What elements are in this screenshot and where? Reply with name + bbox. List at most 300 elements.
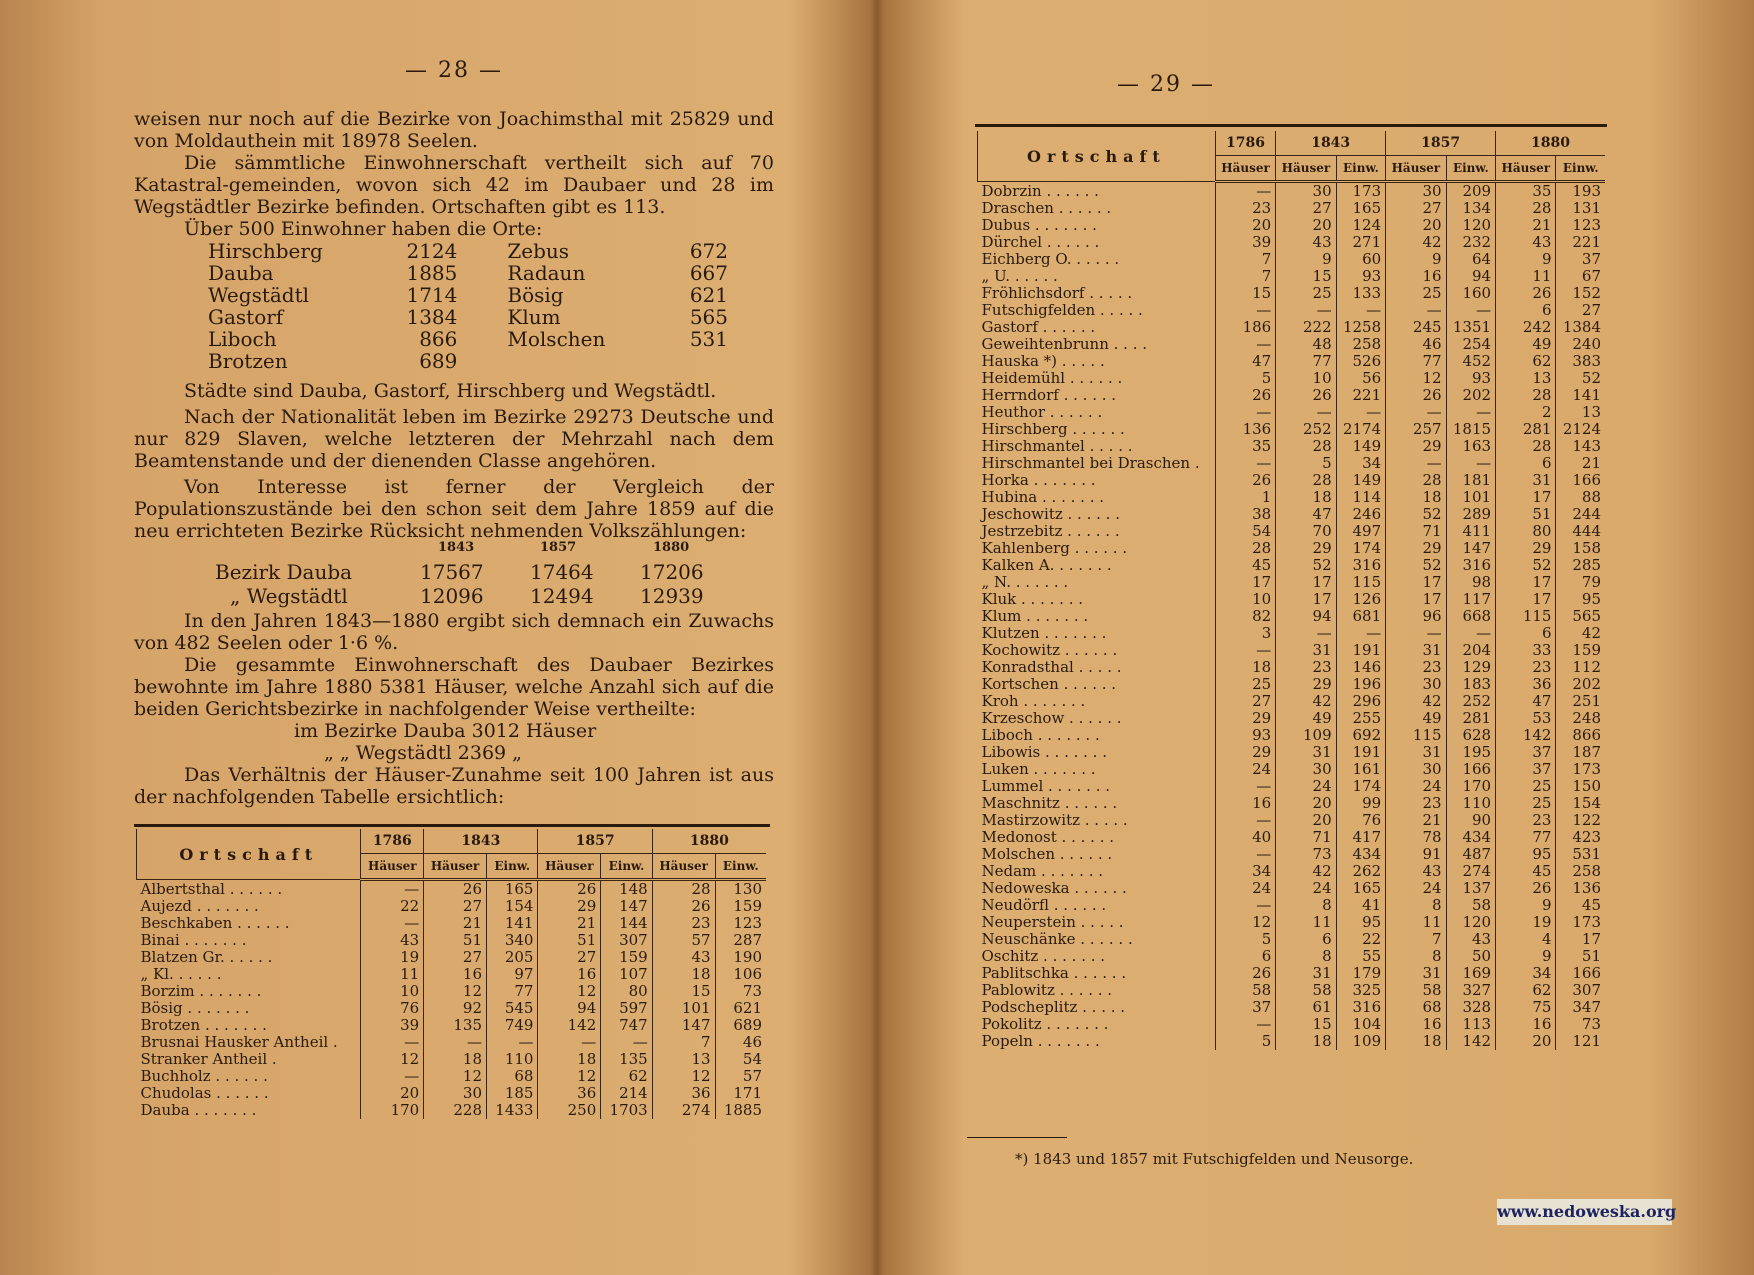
value-cell: 244 <box>1556 506 1605 523</box>
value-cell: 37 <box>1215 999 1275 1016</box>
value-cell: 47 <box>1215 353 1275 370</box>
value-cell: 50 <box>1446 948 1496 965</box>
table-row <box>978 608 1606 625</box>
value-cell: 122 <box>1556 812 1605 829</box>
value-cell: 281 <box>1446 710 1496 727</box>
value-cell: 251 <box>1556 693 1605 710</box>
value-cell: 222 <box>1276 319 1336 336</box>
value-cell: 285 <box>1556 557 1605 574</box>
value-cell: 34 <box>1336 455 1386 472</box>
place-name-cell: Oschitz . . . . . . . <box>981 947 1106 965</box>
table-row <box>978 710 1606 727</box>
value-cell: 17 <box>1215 574 1275 591</box>
value-cell: 62 <box>601 1068 652 1085</box>
value-cell: 411 <box>1446 523 1496 540</box>
value-cell: 9 <box>1496 251 1556 268</box>
value-cell: 109 <box>1276 727 1336 744</box>
value-cell: 12 <box>1386 370 1446 387</box>
value-cell: 196 <box>1336 676 1386 693</box>
value-cell: 137 <box>1446 880 1496 897</box>
place-name <box>457 350 651 372</box>
value-cell: 77 <box>1386 353 1446 370</box>
value-cell: 130 <box>715 880 766 899</box>
value-cell: 209 <box>1446 182 1496 201</box>
value-cell: 147 <box>601 898 652 915</box>
value-cell: 48 <box>1276 336 1336 353</box>
value-cell: 434 <box>1336 846 1386 863</box>
value-cell: 289 <box>1446 506 1496 523</box>
place-name-cell: Dubus . . . . . . . <box>981 216 1097 234</box>
value-cell: — <box>1446 404 1496 421</box>
census-value: 12939 <box>640 584 704 608</box>
value-cell: 55 <box>1336 948 1386 965</box>
table-row <box>137 1085 767 1102</box>
place-name-cell: Neuschänke . . . . . . <box>981 930 1133 948</box>
value-cell: 17 <box>1556 931 1605 948</box>
population-value: 531 <box>689 327 728 351</box>
table-row <box>137 949 767 966</box>
value-cell: 24 <box>1386 880 1446 897</box>
value-cell: 58 <box>1446 897 1496 914</box>
value-cell: 12 <box>538 1068 601 1085</box>
value-cell: 95 <box>1336 914 1386 931</box>
table-body <box>137 880 767 1120</box>
population-value: 866 <box>419 327 458 351</box>
value-cell: 26 <box>1496 285 1556 302</box>
place-name: Hirschberg <box>208 239 323 263</box>
value-cell: — <box>1215 182 1275 201</box>
place-name-cell: Neudörfl . . . . . . <box>981 896 1107 914</box>
value-cell: — <box>1215 455 1275 472</box>
column-header-ortschaft: Ortschaft <box>978 131 1216 182</box>
value-cell: 31 <box>1276 965 1336 982</box>
value-cell: 106 <box>715 966 766 983</box>
value-cell: 29 <box>1276 540 1336 557</box>
value-cell: 11 <box>1496 268 1556 285</box>
value-cell: 42 <box>1556 625 1605 642</box>
column-subheader: Einw. <box>1446 156 1496 182</box>
value-cell: 158 <box>1556 540 1605 557</box>
value-cell: 240 <box>1556 336 1605 353</box>
value-cell: 36 <box>538 1085 601 1102</box>
year-label: 1857 <box>540 540 577 555</box>
value-cell: 142 <box>1496 727 1556 744</box>
value-cell: 41 <box>1336 897 1386 914</box>
value-cell: 174 <box>1336 540 1386 557</box>
table-row <box>978 268 1606 285</box>
value-cell: 214 <box>601 1085 652 1102</box>
table-row <box>978 489 1606 506</box>
value-cell: 25 <box>1215 676 1275 693</box>
value-cell: 120 <box>1446 914 1496 931</box>
value-cell: 52 <box>1386 506 1446 523</box>
place-name-cell: Beschkaben . . . . . . <box>140 914 290 932</box>
value-cell: 1433 <box>487 1102 538 1119</box>
value-cell: 18 <box>1276 489 1336 506</box>
value-cell: 28 <box>1496 438 1556 455</box>
value-cell: 123 <box>1556 217 1605 234</box>
value-cell: 113 <box>1446 1016 1496 1033</box>
value-cell: 27 <box>424 949 487 966</box>
table-row <box>978 965 1606 982</box>
value-cell: 621 <box>715 1000 766 1017</box>
value-cell: 67 <box>1556 268 1605 285</box>
value-cell: 34 <box>1215 863 1275 880</box>
value-cell: 30 <box>1386 676 1446 693</box>
value-cell: 246 <box>1336 506 1386 523</box>
place-name-cell: Binai . . . . . . . <box>140 931 247 949</box>
watermark-link[interactable]: www.nedoweska.org <box>1497 1199 1672 1225</box>
value-cell: 7 <box>1215 268 1275 285</box>
column-subheader: Häuser <box>361 854 424 880</box>
place-name-cell: Brotzen . . . . . . . <box>140 1016 267 1034</box>
value-cell: 258 <box>1556 863 1605 880</box>
value-cell: 4 <box>1496 931 1556 948</box>
year-label: 1880 <box>653 540 690 555</box>
table-row <box>978 625 1606 642</box>
column-subheader: Häuser <box>1276 156 1336 182</box>
value-cell: 565 <box>1556 608 1605 625</box>
value-cell: 58 <box>1276 982 1336 999</box>
value-cell: 173 <box>1336 182 1386 201</box>
value-cell: 597 <box>601 1000 652 1017</box>
value-cell: 27 <box>424 898 487 915</box>
value-cell: 531 <box>1556 846 1605 863</box>
value-cell: 185 <box>487 1085 538 1102</box>
value-cell: 245 <box>1386 319 1446 336</box>
value-cell: 628 <box>1446 727 1496 744</box>
value-cell: 23 <box>1496 812 1556 829</box>
value-cell: — <box>1446 625 1496 642</box>
paragraph: Die sämmtliche Einwohnerschaft vertheilt sich auf 70 Katastral-gemeinden, wovon sich 42 im Daubaer und 28 im Wegstädtler Bezirke befinden. Ortschaften gibt es 113. <box>134 152 774 218</box>
value-cell: — <box>487 1034 538 1051</box>
value-cell: 26 <box>1496 880 1556 897</box>
value-cell: 39 <box>1215 234 1275 251</box>
table-row <box>978 897 1606 914</box>
value-cell: 49 <box>1276 710 1336 727</box>
table-rule <box>134 824 770 827</box>
place-name: Liboch <box>208 327 277 351</box>
left-text-mid <box>134 380 774 542</box>
table-row <box>978 829 1606 846</box>
value-cell: 23 <box>1386 795 1446 812</box>
table-row <box>978 200 1606 217</box>
value-cell: 39 <box>361 1017 424 1034</box>
value-cell: 144 <box>601 915 652 932</box>
value-cell: 668 <box>1446 608 1496 625</box>
value-cell: 681 <box>1336 608 1386 625</box>
paragraph: Über 500 Einwohner haben die Orte: <box>184 218 543 240</box>
value-cell: 142 <box>538 1017 601 1034</box>
value-cell: 96 <box>1386 608 1446 625</box>
value-cell: 68 <box>1386 999 1446 1016</box>
table-row <box>978 234 1606 251</box>
value-cell: 30 <box>424 1085 487 1102</box>
value-cell: 21 <box>1556 455 1605 472</box>
table-row <box>137 932 767 949</box>
value-cell: 94 <box>538 1000 601 1017</box>
value-cell: 5 <box>1215 1033 1275 1050</box>
place-name-cell: Kroh . . . . . . . <box>981 692 1086 710</box>
value-cell: 43 <box>1386 863 1446 880</box>
value-cell: 17 <box>1496 574 1556 591</box>
value-cell: 33 <box>1496 642 1556 659</box>
value-cell: 190 <box>715 949 766 966</box>
value-cell: 204 <box>1446 642 1496 659</box>
value-cell: 26 <box>1276 387 1336 404</box>
value-cell: 52 <box>1556 370 1605 387</box>
value-cell: 54 <box>1215 523 1275 540</box>
population-value: 1384 <box>406 305 458 329</box>
value-cell: 7 <box>1386 931 1446 948</box>
table-row <box>137 1034 767 1051</box>
place-name-cell: Molschen . . . . . . <box>981 845 1113 863</box>
value-cell: 1351 <box>1446 319 1496 336</box>
value-cell: 77 <box>487 983 538 1000</box>
value-cell: 28 <box>1276 472 1336 489</box>
table-row <box>978 727 1606 744</box>
value-cell: 90 <box>1446 812 1496 829</box>
value-cell: 316 <box>1336 557 1386 574</box>
population-row <box>208 262 728 284</box>
census-label: „ Wegstädtl <box>230 584 348 608</box>
value-cell: — <box>1215 302 1275 319</box>
value-cell: 20 <box>1386 217 1446 234</box>
place-name-cell: Krzeschow . . . . . . <box>981 709 1122 727</box>
value-cell: — <box>1215 404 1275 421</box>
value-cell: 18 <box>1386 1033 1446 1050</box>
value-cell: 112 <box>1556 659 1605 676</box>
population-value: 672 <box>689 239 728 263</box>
value-cell: 19 <box>1496 914 1556 931</box>
value-cell: 9 <box>1276 251 1336 268</box>
value-cell: 1258 <box>1336 319 1386 336</box>
value-cell: 149 <box>1336 438 1386 455</box>
value-cell: 141 <box>487 915 538 932</box>
value-cell: 141 <box>1556 387 1605 404</box>
population-value: 565 <box>689 305 728 329</box>
column-header-year: 1843 <box>1276 131 1386 156</box>
value-cell: 749 <box>487 1017 538 1034</box>
value-cell: 29 <box>1215 744 1275 761</box>
value-cell: 30 <box>1276 761 1336 778</box>
place-name-cell: „ U. . . . . . <box>981 267 1058 285</box>
place-name-cell: Pablowitz . . . . . . <box>981 981 1113 999</box>
value-cell: 58 <box>1386 982 1446 999</box>
place-name-cell: Brusnai Hausker Antheil . <box>140 1033 338 1051</box>
value-cell: 29 <box>1215 710 1275 727</box>
value-cell: 76 <box>361 1000 424 1017</box>
value-cell: 43 <box>652 949 715 966</box>
value-cell: 52 <box>1496 557 1556 574</box>
value-cell: — <box>1215 846 1275 863</box>
place-name-cell: Klum . . . . . . . <box>981 607 1089 625</box>
value-cell: 45 <box>1215 557 1275 574</box>
place-name-cell: Pokolitz . . . . . . . <box>981 1015 1109 1033</box>
table-row <box>978 982 1606 999</box>
value-cell: 13 <box>1496 370 1556 387</box>
value-cell: — <box>361 1068 424 1085</box>
value-cell: 9 <box>1496 897 1556 914</box>
value-cell: 11 <box>361 966 424 983</box>
value-cell: 154 <box>1556 795 1605 812</box>
value-cell: 8 <box>1276 948 1336 965</box>
column-header-year: 1857 <box>1386 131 1496 156</box>
place-name-cell: Neuperstein . . . . . <box>981 913 1124 931</box>
population-value: 2124 <box>406 239 458 263</box>
value-cell: 165 <box>1336 880 1386 897</box>
value-cell: 257 <box>1386 421 1446 438</box>
paragraph: Nach der Nationalität leben im Bezirke 29273 Deutsche und nur 829 Slaven, welche letzteren der Mehrzahl nach dem Beamtenstande und der dienenden Classe angehören. <box>134 406 774 472</box>
table-row <box>978 370 1606 387</box>
value-cell: — <box>1386 302 1446 319</box>
value-cell: 7 <box>1215 251 1275 268</box>
value-cell: 34 <box>1496 965 1556 982</box>
value-cell: 281 <box>1496 421 1556 438</box>
population-row <box>208 350 728 372</box>
value-cell: 42 <box>1386 234 1446 251</box>
table-row <box>978 251 1606 268</box>
value-cell: 25 <box>1496 778 1556 795</box>
column-subheader: Häuser <box>1496 156 1556 182</box>
place-name: Gastorf <box>208 305 284 329</box>
place-name-cell: Mastirzowitz . . . . . <box>981 811 1128 829</box>
value-cell: 179 <box>1336 965 1386 982</box>
place-name: Wegstädtl <box>208 283 310 307</box>
value-cell: 136 <box>1215 421 1275 438</box>
population-row <box>208 240 728 262</box>
value-cell: 228 <box>424 1102 487 1119</box>
value-cell: — <box>1276 302 1336 319</box>
value-cell: 147 <box>1446 540 1496 557</box>
table-row <box>978 659 1606 676</box>
value-cell: 123 <box>715 915 766 932</box>
right-page <box>877 0 1754 1275</box>
value-cell: 689 <box>715 1017 766 1034</box>
place-name-cell: Dobrzin . . . . . . <box>981 181 1099 200</box>
table-row <box>978 387 1606 404</box>
value-cell: 95 <box>1496 846 1556 863</box>
place-name-cell: Lummel . . . . . . . <box>981 777 1110 795</box>
value-cell: 747 <box>601 1017 652 1034</box>
value-cell: 6 <box>1215 948 1275 965</box>
census-value: 12494 <box>530 584 594 608</box>
value-cell: 30 <box>1386 182 1446 201</box>
place-name-cell: Medonost . . . . . . <box>981 828 1115 846</box>
value-cell: 5 <box>1276 455 1336 472</box>
value-cell: 43 <box>1446 931 1496 948</box>
value-cell: — <box>601 1034 652 1051</box>
place-name-cell: Kluk . . . . . . . <box>981 590 1084 608</box>
value-cell: 53 <box>1496 710 1556 727</box>
place-name-cell: Libowis . . . . . . . <box>981 743 1107 761</box>
value-cell: 93 <box>1336 268 1386 285</box>
value-cell: 97 <box>487 966 538 983</box>
value-cell: 26 <box>652 898 715 915</box>
table-row <box>137 1102 767 1119</box>
value-cell: 142 <box>1446 1033 1496 1050</box>
value-cell: 545 <box>487 1000 538 1017</box>
value-cell: 131 <box>1556 200 1605 217</box>
value-cell: 43 <box>1496 234 1556 251</box>
column-subheader: Einw. <box>1556 156 1605 182</box>
value-cell: — <box>1386 455 1446 472</box>
table-body <box>978 182 1606 1051</box>
population-value: 667 <box>689 261 728 285</box>
column-header-ortschaft: Ortschaft <box>137 829 361 880</box>
table-row <box>978 744 1606 761</box>
table-row <box>137 966 767 983</box>
value-cell: 166 <box>1446 761 1496 778</box>
page-number-right: — 29 — <box>1117 72 1215 97</box>
value-cell: 9 <box>1496 948 1556 965</box>
value-cell: 98 <box>1446 574 1496 591</box>
census-label: Bezirk Dauba <box>215 560 353 584</box>
value-cell: 124 <box>1336 217 1386 234</box>
value-cell: 160 <box>1446 285 1496 302</box>
value-cell: 71 <box>1386 523 1446 540</box>
value-cell: 29 <box>1276 676 1336 693</box>
value-cell: 54 <box>715 1051 766 1068</box>
place-name: Dauba <box>208 261 274 285</box>
value-cell: 37 <box>1556 251 1605 268</box>
value-cell: — <box>1336 625 1386 642</box>
place-name-cell: Liboch . . . . . . . <box>981 726 1100 744</box>
value-cell: 77 <box>1496 829 1556 846</box>
value-cell: 78 <box>1386 829 1446 846</box>
column-subheader: Einw. <box>601 854 652 880</box>
table-row <box>978 455 1606 472</box>
value-cell: 174 <box>1336 778 1386 795</box>
value-cell: 18 <box>1215 659 1275 676</box>
value-cell: 101 <box>652 1000 715 1017</box>
value-cell: 187 <box>1556 744 1605 761</box>
census-value: 17567 <box>420 560 484 584</box>
value-cell: 328 <box>1446 999 1496 1016</box>
column-header-year: 1880 <box>1496 131 1605 156</box>
value-cell: 73 <box>1276 846 1336 863</box>
value-cell: 42 <box>1276 863 1336 880</box>
value-cell: 13 <box>652 1051 715 1068</box>
value-cell: 94 <box>1276 608 1336 625</box>
place-name-cell: „ Kl. . . . . . <box>140 965 222 983</box>
table-row <box>978 1016 1606 1033</box>
column-header-year: 1880 <box>652 829 766 854</box>
value-cell: 80 <box>601 983 652 1000</box>
place-name-cell: Popeln . . . . . . . <box>981 1032 1100 1050</box>
value-cell: 17 <box>1276 591 1336 608</box>
table-row <box>978 421 1606 438</box>
place-name-cell: Pablitschka . . . . . . <box>981 964 1127 982</box>
place-name-cell: Aujezd . . . . . . . <box>140 897 259 915</box>
column-subheader: Häuser <box>1215 156 1275 182</box>
value-cell: 221 <box>1556 234 1605 251</box>
column-subheader: Einw. <box>715 854 766 880</box>
place-name-cell: Kahlenberg . . . . . . <box>981 539 1128 557</box>
population-value: 689 <box>419 349 458 373</box>
column-subheader: Häuser <box>1386 156 1446 182</box>
column-header-year: 1786 <box>1215 131 1275 156</box>
column-header-year: 1843 <box>424 829 538 854</box>
value-cell: 487 <box>1446 846 1496 863</box>
value-cell: 28 <box>1215 540 1275 557</box>
population-value: 1714 <box>406 283 458 307</box>
table-row <box>137 1017 767 1034</box>
value-cell: 51 <box>1556 948 1605 965</box>
place-name-cell: Herrndorf . . . . . . <box>981 386 1117 404</box>
value-cell: 17 <box>1276 574 1336 591</box>
paragraph: In den Jahren 1843—1880 ergibt sich demnach ein Zuwachs von 482 Seelen oder 1·6 %. <box>134 610 774 654</box>
